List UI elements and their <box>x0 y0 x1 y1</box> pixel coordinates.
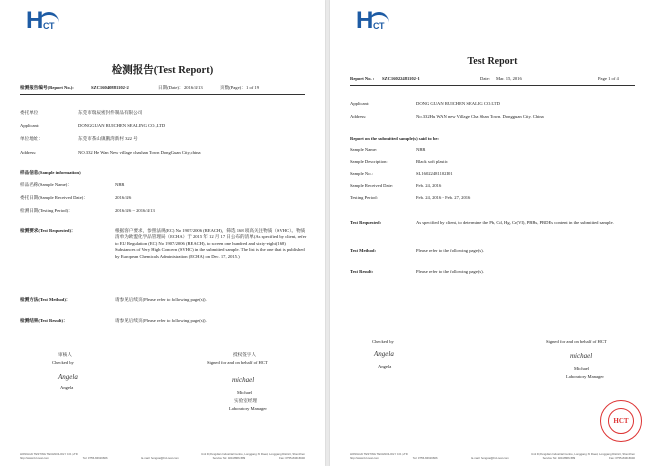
applicant-label: Applicant: <box>350 101 370 106</box>
divider <box>20 94 305 95</box>
applicant-cn-value: 东莞市瑞辰密封件制品有限公司 <box>78 110 143 115</box>
seal-text: HCT <box>613 417 629 425</box>
footer-fax: Fax: 0755-84616646 <box>609 456 635 460</box>
report-page-chinese <box>0 0 325 466</box>
testing-period-label: 检测日期(Testing Period)： <box>20 208 73 213</box>
address-label: Address: <box>20 150 37 155</box>
sample-description-value: Black soft plastic <box>416 159 448 164</box>
authorized-label: Signed for and on behalf of HCT <box>207 360 268 365</box>
sample-info-header: 样品信息(Sample information) <box>20 170 81 175</box>
footer-company: HONGCAI TESTING TECHNOLOGY CO.,LTD <box>350 452 408 456</box>
report-no: SZC16022481102-1 <box>382 76 420 81</box>
testing-period-value: 2016/4/6 ~ 2016/4/13 <box>115 208 155 213</box>
footer-website[interactable]: http://www.hct-test.com <box>350 456 379 460</box>
manager-name: Michael <box>574 366 590 371</box>
footer-website[interactable]: http://www.hct-test.com <box>20 456 49 460</box>
company-seal <box>600 400 642 442</box>
checked-by-label: Checked by <box>52 360 74 365</box>
checked-by-signature: Angela <box>374 350 394 358</box>
testing-period-label: Testing Period: <box>350 195 378 200</box>
hct-logo: H CT <box>26 10 64 32</box>
testing-period-value: Feb. 24, 2016 - Feb. 27, 2016 <box>416 195 471 200</box>
footer-tel: Tel: 0755-84616666 <box>82 456 108 460</box>
sample-description-label: Sample Description: <box>350 159 388 164</box>
sample-no-label: Sample No.: <box>350 171 373 176</box>
received-date-label: Sample Received Date: <box>350 183 394 188</box>
received-date-value: Feb. 24, 2016 <box>416 183 442 188</box>
applicant-cn-label: 委托单位 <box>20 110 39 115</box>
address-value: NO.332 He Wan New village chashan Town DongGuan City,china <box>78 150 201 155</box>
authorized-cn: 授权签字人 <box>233 352 256 357</box>
applicant-label: Applicant: <box>20 123 40 128</box>
checked-by-signature: Angela <box>58 373 78 381</box>
footer <box>20 452 305 460</box>
report-no-label: Report No. : <box>350 76 375 81</box>
authorized-label: Signed for and on behalf of HCT <box>546 339 607 344</box>
date-label: Date: <box>480 76 490 81</box>
applicant-value: DONGGUAN RUICHEN SEALING CO.,LTD <box>78 123 166 128</box>
footer <box>350 452 635 460</box>
checked-by-label: Checked by <box>372 339 394 344</box>
hct-logo: H CT <box>356 10 394 32</box>
footer-company: HONGCAI TESTING TECHNOLOGY CO.,LTD <box>20 452 78 456</box>
received-date-value: 2016/4/6 <box>115 195 132 200</box>
report-no: SZC16040881102-2 <box>91 85 129 90</box>
page-title: 检测报告(Test Report) <box>111 65 214 76</box>
footer-email[interactable]: E-mail: hongcai@hct-test.com <box>141 456 179 460</box>
page-title: Test Report <box>467 56 518 67</box>
test-method-text: Please refer to the following page(s). <box>416 248 484 253</box>
page-number: 1 of 19 <box>246 85 260 90</box>
test-requested-text: 根据客户要求，参照法规(EC) No 1907/2006 (REACH)，筛选 168 项高关注物质（SVHC）。物质清单为欧盟化学品管理局（ECHA）于 2015 年 12 月 17 日公布的清单(As specified by client, refer to EU Regulation (EC) No 1907/2006 (REACH), to screen one hundred and sixty-eight(168) Substances of Very High Concern (SVHC) in the submitted sample. The list is the one that is published by European Chemicals Administration (ECHA) on Dec. 17, 2015.) <box>115 228 307 259</box>
footer-service-tel: Service Tel: 400-8866-589 <box>212 456 246 460</box>
checked-by-name: Angela <box>378 364 392 369</box>
test-requested-label: 检测要求(Test Requested)： <box>20 228 76 233</box>
report-page-english <box>330 0 655 466</box>
test-result-label: 检测结果(Test Result)： <box>20 318 68 323</box>
page-number: Page 1 of 4 <box>598 76 619 81</box>
footer-address: Unit D,Pengdian Industrial Centre, Longgang Xi Road, Longgang District, Shenzhen <box>531 452 635 456</box>
address-cn-label: 单位地址： <box>20 136 43 141</box>
test-method-text: 请参见后续页(Please refer to following page(s)). <box>115 297 207 302</box>
manager-name: Michael <box>237 390 253 395</box>
manager-signature: michael <box>570 352 593 360</box>
sample-name-label: 样品名称(Sample Name)： <box>20 182 72 187</box>
sample-name-label: Sample Name: <box>350 147 378 152</box>
test-requested-text: As specified by client, to determine the Pb, Cd, Hg, Cr(VI), PBBs, PBDEs content in the submitted sample. <box>416 220 614 225</box>
sample-info-header: Report on the submitted sample(s) said to be: <box>350 136 439 141</box>
manager-title: Laboratory Manager <box>229 406 267 411</box>
sample-no-value: SL16022481102I01 <box>416 171 453 176</box>
footer-fax: Fax: 0755-84616646 <box>279 456 305 460</box>
divider <box>350 85 635 86</box>
page-label: 页数(Page)： <box>220 85 246 90</box>
test-result-label: Test Result: <box>350 269 374 274</box>
received-date-label: 委托日期(Sample Received Date)： <box>20 195 88 200</box>
address-cn-value: 东莞市茶山镇鹅湾新村 322 号 <box>78 136 138 141</box>
test-method-label: 检测方法(Test Method)： <box>20 297 71 302</box>
date-value: Mar. 15, 2016 <box>496 76 522 81</box>
footer-email[interactable]: E-mail: hongcai@hct-test.com <box>471 456 509 460</box>
address-label: Address: <box>350 114 367 119</box>
address-value: No.332Hu WAN new Village Cha Shan Town. Dongguan City. China <box>416 114 544 119</box>
sample-name-value: NBR <box>115 182 125 187</box>
applicant-value: DONG GUAN RUICHEN SEALIG CO.LTD <box>416 101 500 106</box>
test-method-label: Test Method: <box>350 248 376 253</box>
manager-title: Laboratory Manager <box>566 374 604 379</box>
report-no-label: 检测报告编号(Report No.): <box>20 85 74 90</box>
footer-tel: Tel: 0755-84616666 <box>412 456 438 460</box>
test-result-text: Please refer to the following page(s). <box>416 269 484 274</box>
checked-by-name: Angela <box>60 385 74 390</box>
manager-signature: michael <box>232 376 255 384</box>
footer-address: Unit D,Pengdian Industrial Centre, Longgang Xi Road, Longgang District, Shenzhen <box>201 452 305 456</box>
date-value: 2016/4/13 <box>184 85 203 90</box>
checked-by-cn: 审核人 <box>58 352 72 357</box>
footer-service-tel: Service Tel: 400-8866-589 <box>542 456 576 460</box>
test-requested-label: Test Requested: <box>350 220 382 225</box>
date-label: 日期(Date)： <box>158 85 184 90</box>
sample-name-value: NBR <box>416 147 426 152</box>
test-result-text: 请参见后续页(Please refer to following page(s)). <box>115 318 207 323</box>
manager-title-cn: 实验室经理 <box>234 398 257 403</box>
